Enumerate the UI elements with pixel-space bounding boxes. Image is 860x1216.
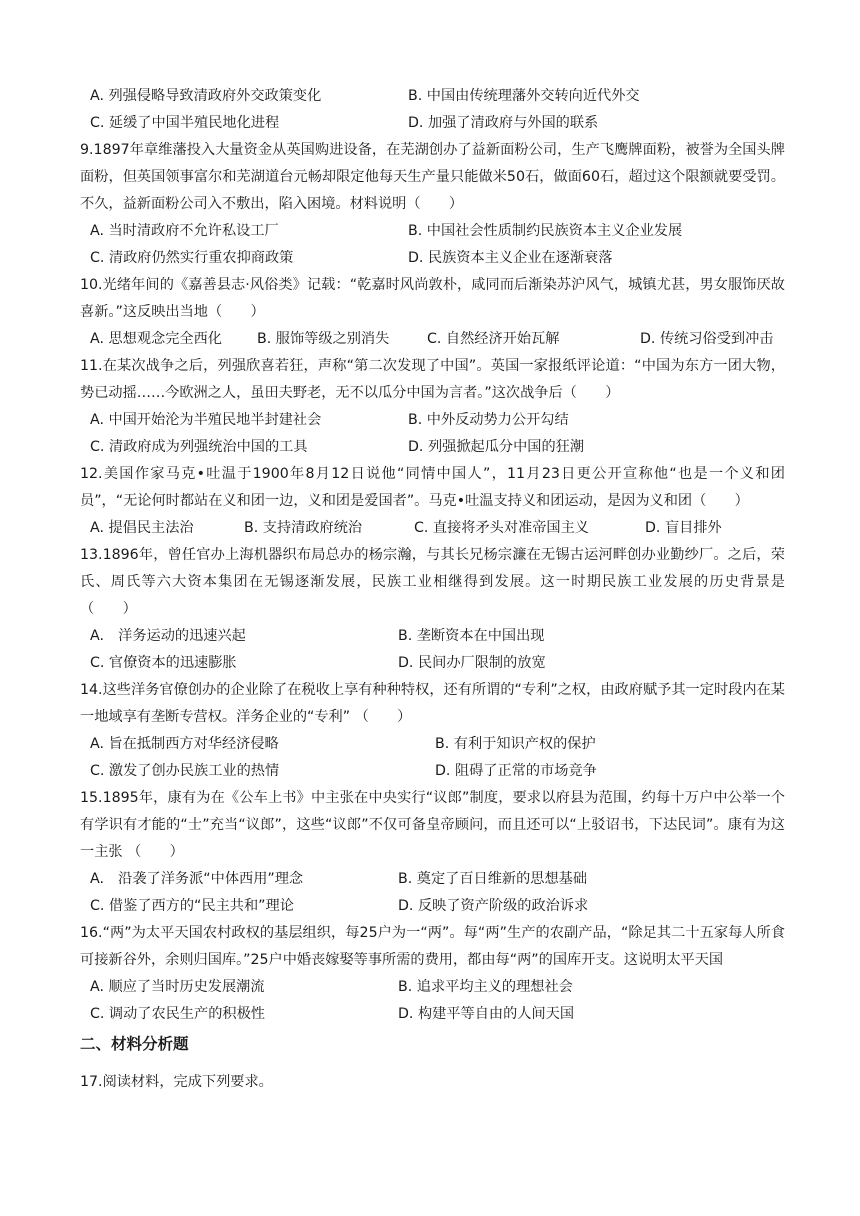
q16-options-row-2: [80, 1001, 785, 1028]
q11-option-d[interactable]: D. 列强掀起瓜分中国的狂潮: [408, 439, 585, 455]
q14-option-c[interactable]: C. 激发了创办民族工业的热情: [90, 763, 280, 779]
q13-option-d[interactable]: D. 民间办厂限制的放宽: [398, 655, 546, 671]
q11-stem: 11.在某次战争之后，列强欣喜若狂，声称“第二次发现了中国”。英国一家报纸评论道：“中国为东方一团大物，势已动摇……今欧洲之人，虽田夫野老，无不以瓜分中国为言者。”这次战争后（ ）: [80, 358, 785, 401]
q15-stem: 15.1895年，康有为在《公车上书》中主张在中央实行“议郎”制度，要求以府县为范围，约每十万户中公举一个有学识有才能的“士”充当“议郎”，这些“议郎”不仅可备皇帝顾问，而且还可以“上驳诏书，下达民词”。康有为这一主张 （ ）: [80, 790, 785, 860]
q9-option-a[interactable]: A. 当时清政府不允许私设工厂: [90, 223, 279, 239]
q16-option-b[interactable]: B. 追求平均主义的理想社会: [398, 979, 573, 995]
q11-option-a[interactable]: A. 中国开始沦为半殖民地半封建社会: [90, 412, 322, 428]
q8-option-b[interactable]: B. 中国由传统理藩外交转向近代外交: [408, 88, 640, 104]
q12-options-row: [80, 515, 785, 542]
q16-option-a[interactable]: A. 顺应了当时历史发展潮流: [90, 979, 265, 995]
q12-option-b[interactable]: B. 支持清政府统治: [244, 520, 363, 536]
q10-option-d[interactable]: D. 传统习俗受到冲击: [640, 331, 774, 347]
q16-option-c[interactable]: C. 调动了农民生产的积极性: [90, 1006, 265, 1022]
q8-option-a[interactable]: A. 列强侵略导致清政府外交政策变化: [90, 88, 322, 104]
q8-options-row-2: [80, 110, 785, 137]
q8-option-d[interactable]: D. 加强了清政府与外国的联系: [408, 115, 599, 131]
q17-stem: 17.阅读材料，完成下列要求。: [80, 1074, 273, 1090]
section-2-title: 二、材料分析题: [80, 1035, 189, 1053]
q9-options-row-1: [80, 218, 785, 245]
q11-option-c[interactable]: C. 清政府成为列强统治中国的工具: [90, 439, 308, 455]
q10-stem: 10.光绪年间的《嘉善县志·风俗类》记载：“乾嘉时风尚敦朴，咸同而后渐染苏沪风气，城镇尤甚，男女服饰厌故喜新。”这反映出当地（ ）: [80, 277, 785, 320]
q15-option-b[interactable]: B. 奠定了百日维新的思想基础: [398, 871, 588, 887]
q9-option-d[interactable]: D. 民族资本主义企业在逐渐衰落: [408, 250, 613, 266]
q12-option-a[interactable]: A. 提倡民主法治: [90, 520, 194, 536]
q12-stem: 12.美国作家马克•吐温于1900年8月12日说他“同情中国人”，11月23日更公开宣称他“也是一个义和团员”，“无论何时都站在义和团一边，义和团是爱国者”。马克•吐温支持义和团运动，是因为义和团（ ）: [80, 466, 785, 509]
q9-options-row-2: [80, 245, 785, 272]
q10-options-row: [80, 326, 785, 353]
q15-options-row-2: [80, 893, 785, 920]
q14-option-d[interactable]: D. 阻碍了正常的市场竞争: [435, 763, 597, 779]
exam-page: [80, 83, 785, 1096]
q14-options-row-2: [80, 758, 785, 785]
q13-option-a[interactable]: A. 洋务运动的迅速兴起: [90, 628, 246, 644]
q12-option-d[interactable]: D. 盲目排外: [645, 520, 722, 536]
q9-option-c[interactable]: C. 清政府仍然实行重农抑商政策: [90, 250, 294, 266]
q16-options-row-1: [80, 974, 785, 1001]
q13-option-c[interactable]: C. 官僚资本的迅速膨胀: [90, 655, 237, 671]
q11-options-row-2: [80, 434, 785, 461]
q15-option-c[interactable]: C. 借鉴了西方的“民主共和”理论: [90, 898, 294, 914]
q13-stem: 13.1896年，曾任官办上海机器织布局总办的杨宗瀚，与其长兄杨宗濂在无锡古运河畔创办业勤纱厂。之后，荣氏、周氏等六大资本集团在无锡逐渐发展，民族工业相继得到发展。这一时期民族工业发展的历史背景是 （ ）: [80, 547, 785, 617]
q11-options-row-1: [80, 407, 785, 434]
q15-option-a[interactable]: A. 沿袭了洋务派“中体西用”理念: [90, 871, 304, 887]
q16-stem: 16.“两”为太平天国农村政权的基层组织，每25户为一“两”。每“两”生产的农副产品，“除足其二十五家每人所食可接新谷外，余则归国库。”25户中婚丧嫁娶等事所需的费用，都由每“两”的国库开支。这说明太平天国: [80, 925, 785, 968]
q9-option-b[interactable]: B. 中国社会性质制约民族资本主义企业发展: [408, 223, 683, 239]
q16-option-d[interactable]: D. 构建平等自由的人间天国: [398, 1006, 575, 1022]
q10-option-a[interactable]: A. 思想观念完全西化: [90, 331, 222, 347]
q15-options-row-1: [80, 866, 785, 893]
q14-stem: 14.这些洋务官僚创办的企业除了在税收上享有种种特权，还有所谓的“专利”之权，由政府赋予其一定时段内在某一地域享有垄断专营权。洋务企业的“专利” （ ）: [80, 682, 785, 725]
q14-options-row-1: [80, 731, 785, 758]
q10-option-b[interactable]: B. 服饰等级之别消失: [257, 331, 390, 347]
q9-stem: 9.1897年章维藩投入大量资金从英国购进设备，在芜湖创办了益新面粉公司，生产飞鹰牌面粉，被誉为全国头牌面粉，但英国领事富尔和芜湖道台元畅却限定他每天生产量只能做米50石，做面60石，超过这个限额就要受罚。不久，益新面粉公司入不敷出，陷入困境。材料说明（ ）: [80, 142, 785, 212]
q11-option-b[interactable]: B. 中外反动势力公开勾结: [408, 412, 569, 428]
q8-option-c[interactable]: C. 延缓了中国半殖民地化进程: [90, 115, 280, 131]
q10-option-c[interactable]: C. 自然经济开始瓦解: [427, 331, 560, 347]
q15-option-d[interactable]: D. 反映了资产阶级的政治诉求: [398, 898, 589, 914]
q13-options-row-1: [80, 623, 785, 650]
q13-option-b[interactable]: B. 垄断资本在中国出现: [398, 628, 545, 644]
q12-option-c[interactable]: C. 直接将矛头对准帝国主义: [414, 520, 589, 536]
q8-options-row-1: [80, 83, 785, 110]
q13-options-row-2: [80, 650, 785, 677]
q14-option-b[interactable]: B. 有利于知识产权的保护: [435, 736, 596, 752]
q14-option-a[interactable]: A. 旨在抵制西方对华经济侵略: [90, 736, 279, 752]
